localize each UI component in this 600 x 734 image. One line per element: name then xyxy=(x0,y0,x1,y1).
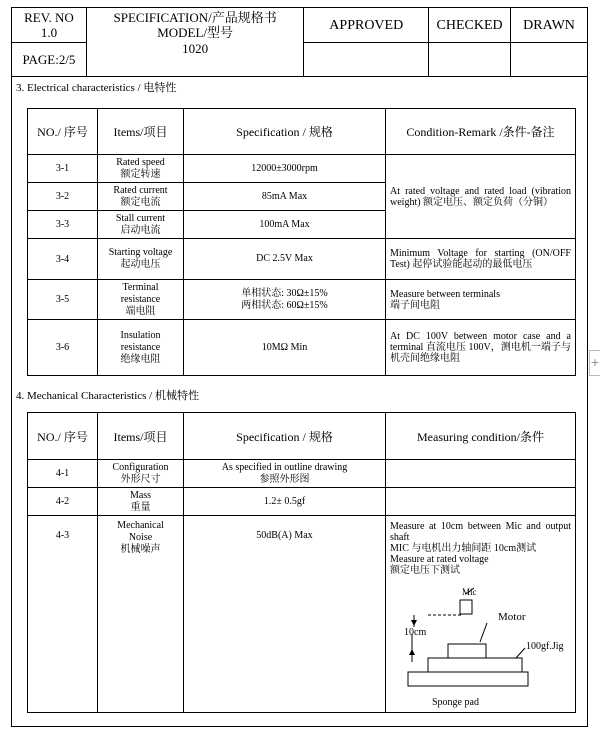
electrical-section-title: 3. Electrical characteristics / 电特性 xyxy=(16,82,177,94)
row-no: 4-1 xyxy=(28,460,98,488)
item-en: Rated current xyxy=(113,184,168,196)
row-remark: At rated voltage and rated load (vibration weight) 额定电压、额定负荷（分铜） xyxy=(386,155,576,239)
item-cn: 端电阻 xyxy=(125,305,156,317)
row-spec: 10MΩ Min xyxy=(184,320,386,376)
item-cn: 额定转速 xyxy=(120,168,161,180)
motor-shape xyxy=(448,644,486,658)
table-row xyxy=(28,320,576,376)
item-en2: resistance xyxy=(120,293,161,305)
item-en2: Noise xyxy=(128,532,153,543)
item-cn: 起动电压 xyxy=(120,259,161,270)
jig-label: 100gf.Jig xyxy=(526,641,564,652)
row-remark xyxy=(386,460,576,488)
rev-cell xyxy=(12,8,87,43)
row-remark: At DC 100V between motor case and a terminal 直流电压 100V，测电机一端子与机壳间绝缘电阻 xyxy=(386,320,576,376)
arrow-up-icon xyxy=(409,649,415,655)
row-spec xyxy=(184,460,386,488)
item-en: Mass xyxy=(129,489,152,501)
approved-label: APPROVED xyxy=(304,8,429,43)
spec-line-2: 参照外形图 xyxy=(259,473,310,485)
item-en: Starting voltage xyxy=(108,247,173,258)
remark-line: Measure at 10cm between Mic and output shaft xyxy=(390,521,571,543)
row-remark xyxy=(386,488,576,516)
item-en: Rated speed xyxy=(116,156,165,168)
jig-shape xyxy=(428,658,522,672)
spec-line: As specified in outline drawing xyxy=(221,461,348,473)
row-spec: 85mA Max xyxy=(184,183,386,211)
row-no: 3-4 xyxy=(28,239,98,280)
row-item xyxy=(98,211,184,239)
row-no: 3-2 xyxy=(28,183,98,211)
rev-value: 1.0 xyxy=(40,25,58,40)
table-row xyxy=(28,239,576,280)
motor-label: Motor xyxy=(498,611,526,623)
distance-label: 10cm xyxy=(404,627,427,638)
table-row xyxy=(28,488,576,516)
remark-line-3: Measure at rated voltage xyxy=(390,554,489,565)
row-spec xyxy=(184,280,386,320)
item-en2: resistance xyxy=(120,341,161,353)
row-item xyxy=(98,280,184,320)
remark-line: Measure between terminals xyxy=(390,288,500,300)
rev-label: REV. NO xyxy=(24,10,74,25)
row-no: 4-3 xyxy=(28,516,98,713)
spec-line: 单相状态: 30Ω±15% xyxy=(241,287,328,299)
row-no: 4-2 xyxy=(28,488,98,516)
row-spec: 1.2± 0.5gf xyxy=(184,488,386,516)
item-cn: 外形尺寸 xyxy=(120,473,161,485)
page-number: PAGE:2/5 xyxy=(12,43,87,77)
col-spec: Specification / 规格 xyxy=(184,413,386,460)
row-spec: DC 2.5V Max xyxy=(184,239,386,280)
col-items: Items/项目 xyxy=(98,109,184,155)
row-item xyxy=(98,516,184,713)
item-cn: 绝缘电阻 xyxy=(120,353,161,365)
jig-leader xyxy=(516,648,525,658)
row-remark: Minimum Voltage for starting (ON/OFF Test) 起停试验能起动的最低电压 xyxy=(386,239,576,280)
checked-sign-box xyxy=(429,43,511,77)
col-remark: Condition-Remark /条件-备注 xyxy=(386,109,576,155)
row-remark xyxy=(386,280,576,320)
drawn-sign-box xyxy=(511,43,588,77)
col-items: Items/项目 xyxy=(98,413,184,460)
row-item xyxy=(98,320,184,376)
spec-title-cell xyxy=(86,8,303,77)
col-no: NO./ 序号 xyxy=(28,413,98,460)
spec-line-2: 两相状态: 60Ω±15% xyxy=(241,299,328,311)
electrical-table xyxy=(27,108,576,376)
row-spec: 50dB(A) Max xyxy=(184,516,386,713)
mic-shape xyxy=(460,600,472,614)
row-item xyxy=(98,239,184,280)
item-cn: 机械噪声 xyxy=(120,544,161,555)
motor-leader xyxy=(480,623,487,642)
table-row xyxy=(28,280,576,320)
table-row xyxy=(28,155,576,183)
model-label: MODEL/型号 xyxy=(157,25,234,40)
row-item xyxy=(98,460,184,488)
col-condition: Measuring condition/条件 xyxy=(386,413,576,460)
spec-title: SPECIFICATION/产品规格书 xyxy=(113,10,277,25)
item-cn: 额定电流 xyxy=(120,196,161,208)
mic-label: Mic xyxy=(462,587,477,597)
row-item xyxy=(98,155,184,183)
sponge-pad-label: Sponge pad xyxy=(432,697,479,708)
remark-line-2: MIC 与电机出力轴间距 10cm测试 xyxy=(390,543,537,554)
col-spec: Specification / 规格 xyxy=(184,109,386,155)
model-value: 1020 xyxy=(182,41,209,56)
row-spec: 100mA Max xyxy=(184,211,386,239)
row-no: 3-1 xyxy=(28,155,98,183)
sponge-pad-shape xyxy=(408,672,528,686)
header-table xyxy=(11,7,588,77)
item-en: Mechanical xyxy=(117,520,164,531)
item-en: Stall current xyxy=(115,212,166,224)
arrow-down-icon xyxy=(411,620,417,626)
checked-label: CHECKED xyxy=(429,8,511,43)
table-row xyxy=(28,460,576,488)
row-item xyxy=(98,488,184,516)
row-spec: 12000±3000rpm xyxy=(184,155,386,183)
remark-line-2: 端子间电阻 xyxy=(390,299,440,311)
approved-sign-box xyxy=(304,43,429,77)
plus-icon[interactable]: + xyxy=(589,350,600,376)
item-en: Terminal xyxy=(122,281,159,293)
noise-measurement-diagram xyxy=(388,578,574,714)
row-no: 3-3 xyxy=(28,211,98,239)
mechanical-section-title: 4. Mechanical Characteristics / 机械特性 xyxy=(16,390,199,402)
drawn-label: DRAWN xyxy=(511,8,588,43)
item-en: Insulation xyxy=(120,329,161,341)
row-item xyxy=(98,183,184,211)
remark-line-4: 额定电压下测试 xyxy=(390,565,460,576)
col-no: NO./ 序号 xyxy=(28,109,98,155)
row-no: 3-5 xyxy=(28,280,98,320)
item-cn: 启动电流 xyxy=(120,224,161,236)
item-cn: 重量 xyxy=(130,501,151,513)
item-en: Configuration xyxy=(112,461,169,473)
row-no: 3-6 xyxy=(28,320,98,376)
